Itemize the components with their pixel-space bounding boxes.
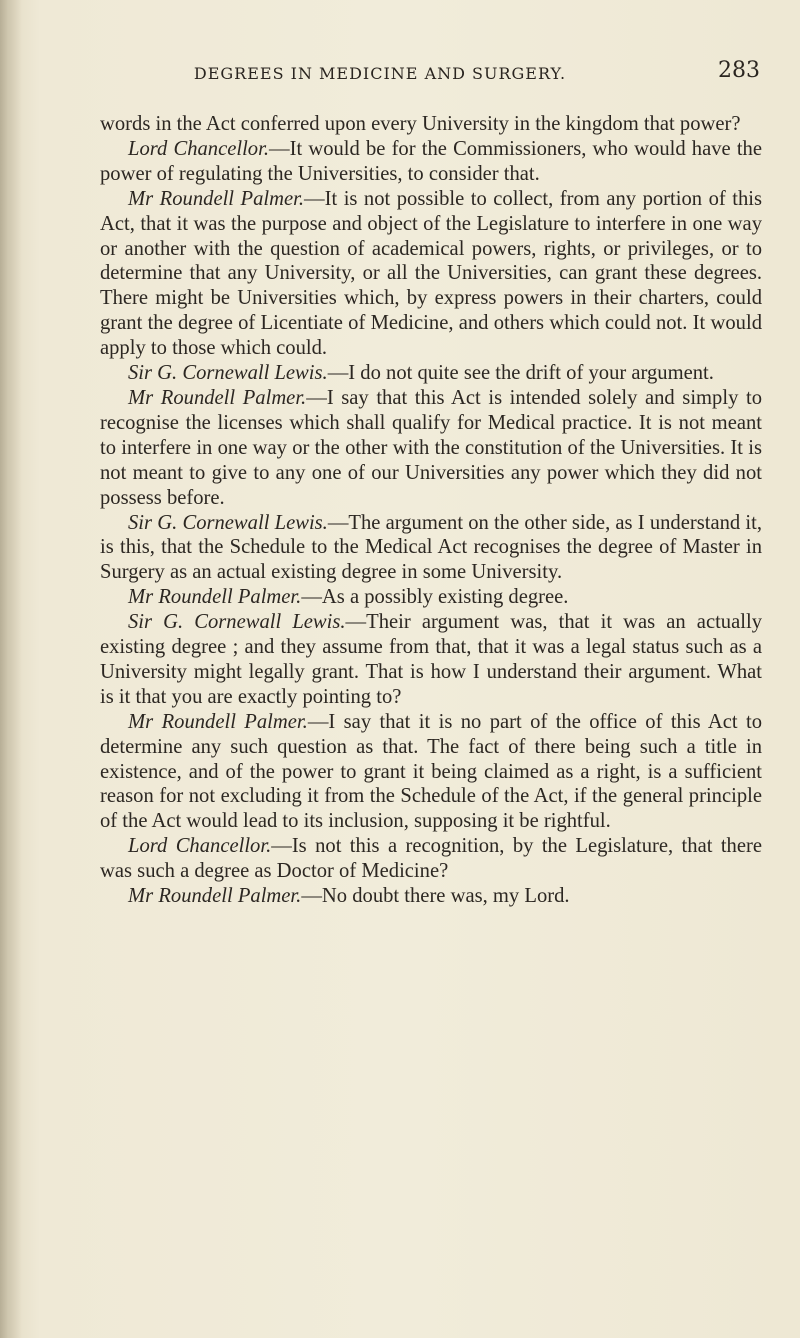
paragraph-text: —As a possibly existing degree. (301, 586, 569, 609)
paragraph-text: words in the Act conferred upon every University in the kingdom that power? (100, 113, 741, 135)
speaker-name: Mr Roundell Palmer. (128, 187, 305, 210)
paragraph-text: —The argument on the other side, as I understand it, is this, that the Schedule to the Medical Act recognises the degree of Master in Surgery as an actual existing degree in some University. (100, 511, 762, 584)
paragraph-8 (100, 710, 762, 835)
speaker-name: Mr Roundell Palmer. (128, 386, 307, 409)
paragraph-text: —I say that this Act is intended solely and simply to recognise the licenses which shall qualify for Medical practice. It is not meant to interfere in one way or the other with the constitution of the Universities. It is not meant to give to any one of our Universities any power which they did not possess before. (100, 386, 762, 509)
paragraph-5 (100, 511, 762, 586)
paragraph-3 (100, 361, 762, 386)
page-header (100, 58, 760, 88)
paragraph-7 (100, 610, 762, 710)
paragraph-4 (100, 386, 762, 511)
speaker-name: Lord Chancellor. (128, 137, 269, 160)
running-head: DEGREES IN MEDICINE AND SURGERY. (193, 64, 567, 83)
page-gutter-shadow (0, 0, 22, 1338)
paragraph-10 (100, 884, 762, 909)
paragraph-text: —No doubt there was, my Lord. (301, 885, 570, 908)
paragraph-text: —Is not this a recognition, by the Legislature, that there was such a degree as Doctor of Medicine? (100, 835, 762, 883)
paragraph-6 (100, 585, 762, 610)
paragraph-2 (100, 187, 762, 361)
paragraph-text: —I say that it is no part of the office of this Act to determine any such question as that. The fact of there being such a title in existence, and of the power to grant it being claimed as a right, is a sufficient reason for not excluding it from the Schedule of the Act, if the general principle of the Act would lead to its inclusion, supposing it be rightful. (100, 710, 762, 833)
paragraph-0 (100, 112, 762, 137)
speaker-name: Mr Roundell Palmer. (128, 586, 302, 609)
speaker-name: Sir G. Cornewall Lewis. (128, 611, 346, 634)
paragraph-1 (100, 137, 762, 187)
paragraph-text: —I do not quite see the drift of your argument. (327, 362, 714, 385)
speaker-name: Mr Roundell Palmer. (128, 885, 302, 908)
paragraph-text: —Their argument was, that it was an actually existing degree ; and they assume from that, that it was a legal status such as a University might legally grant. That is how I understand their argument. What is it that you are exactly pointing to? (100, 611, 762, 708)
speaker-name: Lord Chancellor. (128, 835, 272, 858)
paragraph-text: —It would be for the Commissioners, who would have the power of regulating the Universities, to consider that. (100, 137, 762, 185)
paragraph-9 (100, 834, 762, 884)
page-number: 283 (718, 58, 760, 83)
speaker-name: Sir G. Cornewall Lewis. (128, 511, 328, 534)
paragraph-text: —It is not possible to collect, from any portion of this Act, that it was the purpose and object of the Legislature to interfere in one way or another with the question of academical powers, rights, or privileges, or to determine that any University, or all the Universities, can grant these degrees. There might be Universities which, by express powers in their charters, could grant the degree of Licentiate of Medicine, and others which could not. It would apply to those which could. (100, 187, 762, 360)
speaker-name: Mr Roundell Palmer. (128, 710, 308, 733)
speaker-name: Sir G. Cornewall Lewis. (128, 362, 328, 385)
body-text (100, 112, 762, 909)
